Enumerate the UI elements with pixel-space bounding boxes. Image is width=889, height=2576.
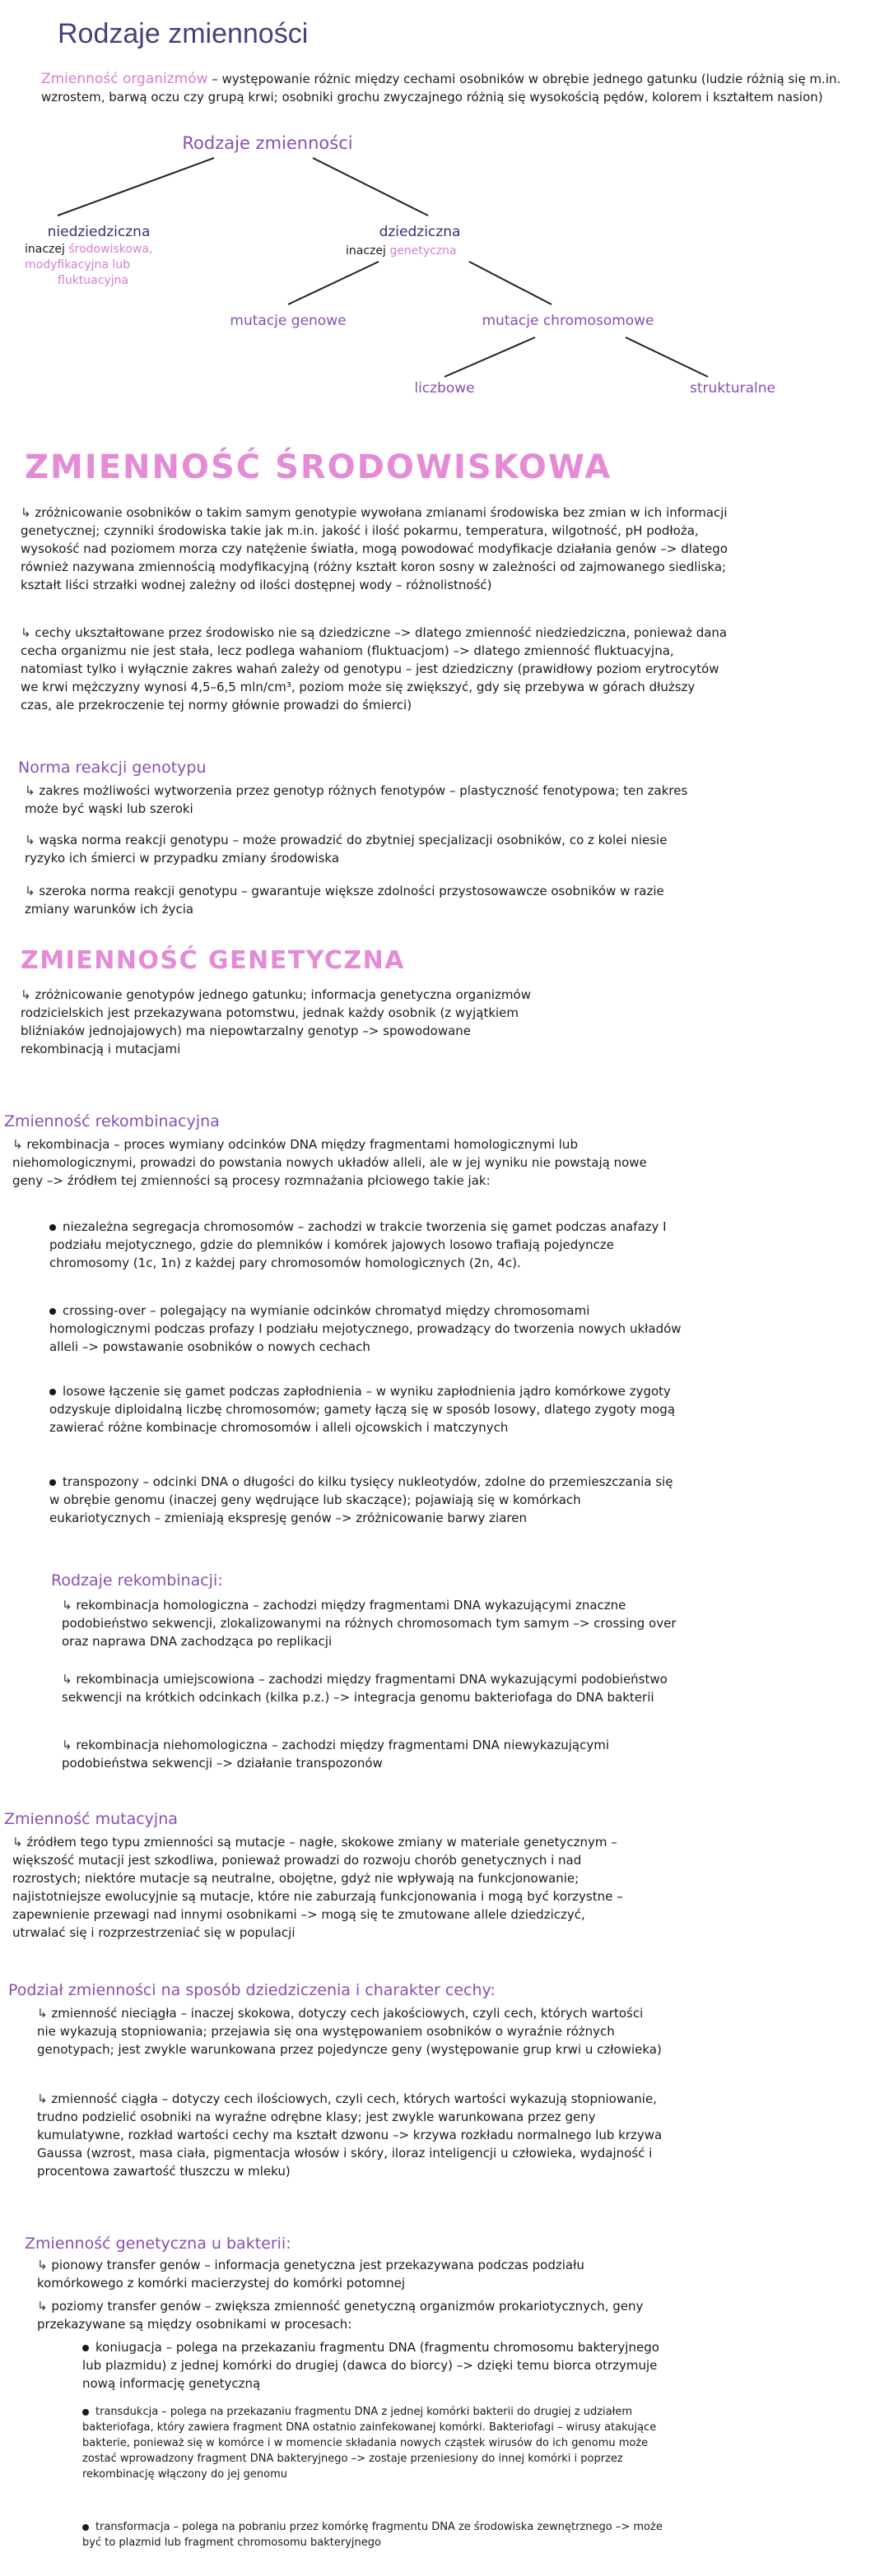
arrow-icon: ↳ [21, 625, 35, 640]
page-title: Rodzaje zmienności [58, 18, 309, 49]
bullet-icon [49, 1308, 56, 1315]
arrow-icon: ↳ [25, 833, 40, 847]
norm-p1: ↳ zakres możliwości wytworzenia przez genotyp różnych fenotypów – plastyczność fenotypowa; ten zakres może być wąski lub szeroki [25, 783, 688, 816]
bact-p1: ↳ pionowy transfer genów – informacja genetyczna jest przekazywana podczas podziału komórkowego z komórki macierzystej do komórki potomnej [37, 2258, 584, 2291]
arrow-icon: ↳ [62, 1598, 77, 1613]
arrow-icon: ↳ [37, 2091, 52, 2106]
split-heading: Podział zmienności na sposób dziedziczenia i charakter cechy: [8, 1981, 496, 1999]
arrow-icon: ↳ [21, 505, 35, 520]
tree-left: niedziedziczna [47, 224, 151, 240]
split-p2: ↳ zmienność ciągła – dotyczy cech ilościowych, czyli cech, których wartości wykazują stopniowanie, trudno podzielić osobniki na wyraźne odrębne klasy; jest zwykle warunkowana przez geny kumulatywne, rozkład wartości cechy ma kształt dzwonu –> krzywa rozkładu normalnego lub krzywa Gaussa (wzrost, masa ciała, pigmentacja włosów i skóry, iloraz inteligencji u człowieka, wydajność i procentowa zawartość tłuszczu w mleku) [37, 2091, 663, 2179]
arrow-icon: ↳ [62, 1672, 77, 1687]
rec-bullet-1: niezależna segregacja chromosomów – zachodzi w trakcie tworzenia się gamet podczas anafazy I podziału mejotycznego, gdzie do plemników i komórek jajowych losowo trafiają pojedyncze chromosomy (1c, 1n) z każdej pary chromosomów homologicznych (2n, 4c). [49, 1219, 667, 1270]
bullet-icon [82, 2409, 89, 2416]
intro-block [41, 70, 864, 106]
rec-bullet-2: crossing-over – polegający na wymianie odcinków chromatyd między chromosomami homologicznymi podczas profazy I podziału mejotycznego, prowadzący do tworzenia nowych układów alleli –> powstawanie osobników o nowych cechach [49, 1303, 682, 1354]
arrow-icon: ↳ [37, 2258, 52, 2272]
tree-structural: strukturalne [690, 380, 775, 397]
bact-heading: Zmienność genetyczna u bakterii: [25, 2235, 291, 2253]
tree-root: Rodzaje zmienności [182, 133, 353, 153]
arrow-icon: ↳ [21, 987, 35, 1002]
split-p1: ↳ zmienność nieciągła – inaczej skokowa, dotyczy cech jakościowych, czyli cech, których wartości nie wykazują stopniowania; przejawia się ona występowaniem osobników o wyraźnie różnych genotypach; jest zwykle warunkowana przez pojedyncze geny (występowanie grup krwi u człowieka) [37, 2006, 662, 2057]
norm-p3: ↳ szeroka norma reakcji genotypu – gwarantuje większe zdolności przystosowawcze osobników w razie zmiany warunków ich życia [25, 884, 664, 917]
types-3: ↳ rekombinacja niehomologiczna – zachodzi między fragmentami DNA niewykazującymi podobieństwa sekwencji –> działanie transpozonów [62, 1738, 609, 1771]
rec-p1: ↳ rekombinacja – proces wymiany odcinków DNA między fragmentami homologicznymi lub niehomologicznymi, prowadzi do powstania nowych układów alleli, ale w jej wyniku nie powstają nowe geny –> źródłem tej zmienności są procesy rozmnażania płciowego takie jak: [12, 1137, 647, 1188]
intro-term: Zmienność organizmów [41, 71, 208, 87]
rec-bullet-4: transpozony – odcinki DNA o długości do kilku tysięcy nukleotydów, zdolne do przemieszczania się w obrębie genomu (inaczej geny wędrujące lub skaczące); pojawiają się w komórkach eukariotycznych – zmieniają ekspresję genów –> zróżnicowanie barwy ziaren [49, 1474, 673, 1525]
mut-p1: ↳ źródłem tego typu zmienności są mutacje – nagłe, skokowe zmiany w materiale genetycznym – większość mutacji jest szkodliwa, ponieważ prowadzi do rozwoju chorób genetycznych i nad rozrostych; niektóre mutacje są neutralne, obojętne, gdyż nie wpływają na funkcjonowanie; najistotniejsze ewolucyjnie są mutacje, które nie zaburzają funkcjonowania i mogą być korzystne – zapewnienie przewagi nad innymi osobnikami –> mogą się te zmutowane allele dziedziczyć, utrwalać się i rozprzestrzeniać się w populacji [12, 1835, 623, 1940]
arrow-icon: ↳ [37, 2006, 52, 2021]
rec-heading: Zmienność rekombinacyjna [4, 1112, 220, 1130]
bact-p2: ↳ poziomy transfer genów – zwiększa zmienność genetyczną organizmów prokariotycznych, geny przekazywane są między osobnikami w procesach: [37, 2299, 644, 2332]
gen-heading: ZMIENNOŚĆ GENETYCZNA [21, 946, 405, 975]
arrow-icon: ↳ [62, 1738, 77, 1752]
bullet-icon [82, 2524, 89, 2531]
bullet-icon [49, 1389, 56, 1395]
types-heading: Rodzaje rekombinacji: [51, 1571, 223, 1590]
env-p2: ↳ cechy ukształtowane przez środowisko nie są dziedziczne –> dlatego zmienność niedziedziczna, ponieważ dana cecha organizmu nie jest stała, lecz podlega wahaniom (fluktuacjom) –> dlatego zmienność fluktuacyjna, natomiast tylko i wyłącznie zakres wahań zależy od genotypu – jest dziedziczny (prawidłowy poziom erytrocytów we krwi mężczyzny wynosi 4,5–6,5 mln/cm³, poziom może się zwiększyć, gdy się przebywa w górach dłuższy czas, ale przekroczenie tej normy głównie prowadzi do śmierci) [21, 625, 728, 712]
mut-heading: Zmienność mutacyjna [4, 1810, 178, 1828]
types-2: ↳ rekombinacja umiejscowiona – zachodzi między fragmentami DNA wykazującymi podobieństwo sekwencji na krótkich odcinkach (kilka p.z.) –> integracja genomu bakteriofaga do DNA bakterii [62, 1672, 668, 1705]
arrow-icon: ↳ [12, 1835, 27, 1850]
bact-bullet-3: transformacja – polega na pobraniu przez komórkę fragmentu DNA ze środowiska zewnętrznego –> może być to plazmid lub fragment chromosomu bakteryjnego [82, 2521, 663, 2549]
arrow-icon: ↳ [12, 1137, 27, 1152]
tree-right: dziedziczna [379, 224, 461, 240]
tree-right-alt: inaczej genetyczna [346, 244, 457, 258]
arrow-icon: ↳ [25, 884, 40, 898]
bullet-icon [49, 1224, 56, 1231]
norm-heading: Norma reakcji genotypu [18, 759, 207, 777]
rec-bullet-3: losowe łączenie się gamet podczas zapłodnienia – w wyniku zapłodnienia jądro komórkowe zygoty odzyskuje diploidalną liczbę chromosomów; gamety łączą się w sposób losowy, dlatego zygoty mogą zawierać różne kombinacje chromosomów i alleli ojcowskich i matczynych [49, 1384, 676, 1435]
bact-bullet-1: koniugacja – polega na przekazaniu fragmentu DNA (fragmentu chromosomu bakteryjnego lub plazmidu) z jednej komórki do drugiej (dawca do biorcy) –> dzięki temu biorca otrzymuje nową informację genetyczną [82, 2340, 659, 2391]
tree-lines [0, 0, 889, 428]
intro-definition: – występowanie różnic między cechami osobników w obrębie jednego gatunku (ludzie różnią się m.in. wzrostem, barwą oczu czy grupą krwi; osobniki grochu zwyczajnego różnią się wysokością pędów, kolorem i kształtem nasion) [41, 72, 841, 104]
arrow-icon: ↳ [25, 783, 40, 798]
bullet-icon [49, 1479, 56, 1486]
bact-bullet-2: transdukcja – polega na przekazaniu fragmentu DNA z jednej komórki bakterii do drugiej z udziałem bakteriofaga, który zawiera fragment DNA ostatnio zainfekowanej komórki. Bakteriofagi – wirusy atakujące bakterie, ponieważ się w komórce i w momencie składania nowych cząstek wirusów do ich genomu może zostać wprowadzony fragment DNA bakteryjnego –> zostaje przeniesiony do innej komórki i poprzez rekombinację włączony do jej genomu [82, 2406, 657, 2481]
types-1: ↳ rekombinacja homologiczna – zachodzi między fragmentami DNA wykazującymi znaczne podobieństwo sekwencji, zlokalizowanymi na różnych chromosomach tym samym –> crossing over oraz naprawa DNA zachodząca po replikacji [62, 1598, 677, 1649]
tree-left-alt: inaczej środowiskowa, modyfikacyjna lub fluktuacyjna [25, 243, 153, 287]
norm-p2: ↳ wąska norma reakcji genotypu – może prowadzić do zbytniej specjalizacji osobników, co z kolei niesie ryzyko ich śmierci w przypadku zmiany środowiska [25, 833, 668, 866]
env-heading: ZMIENNOŚĆ ŚRODOWISKOWA [25, 448, 612, 486]
gen-p1: ↳ zróżnicowanie genotypów jednego gatunku; informacja genetyczna organizmów rodzicielskich jest przekazywana potomstwu, jednak każdy osobnik (z wyjątkiem bliźniaków jednojajowych) ma niepowtarzalny genotyp –> spowodowane rekombinacją i mutacjami [21, 987, 531, 1056]
env-p1: ↳ zróżnicowanie osobników o takim samym genotypie wywołana zmianami środowiska bez zmian w ich informacji genetycznej; czynniki środowiska takie jak m.in. jakość i ilość pokarmu, temperatura, wilgotność, pH podłoża, wysokość nad poziomem morza czy natężenie światła, mogą powodować modyfikacje działania genów –> dlatego również nazywana zmiennością modyfikacyjną (różny kształt koron sosny w zależności od zajmowanego siedliska; kształt liści strzałki wodnej zależny od ilości dostępnej wody – różnolistność) [21, 505, 728, 592]
tree-gene-mutations: mutacje genowe [230, 313, 347, 329]
bullet-icon [82, 2345, 89, 2351]
tree-numerical: liczbowe [414, 380, 475, 397]
arrow-icon: ↳ [37, 2299, 52, 2314]
tree-chromosome-mutations: mutacje chromosomowe [482, 313, 654, 329]
